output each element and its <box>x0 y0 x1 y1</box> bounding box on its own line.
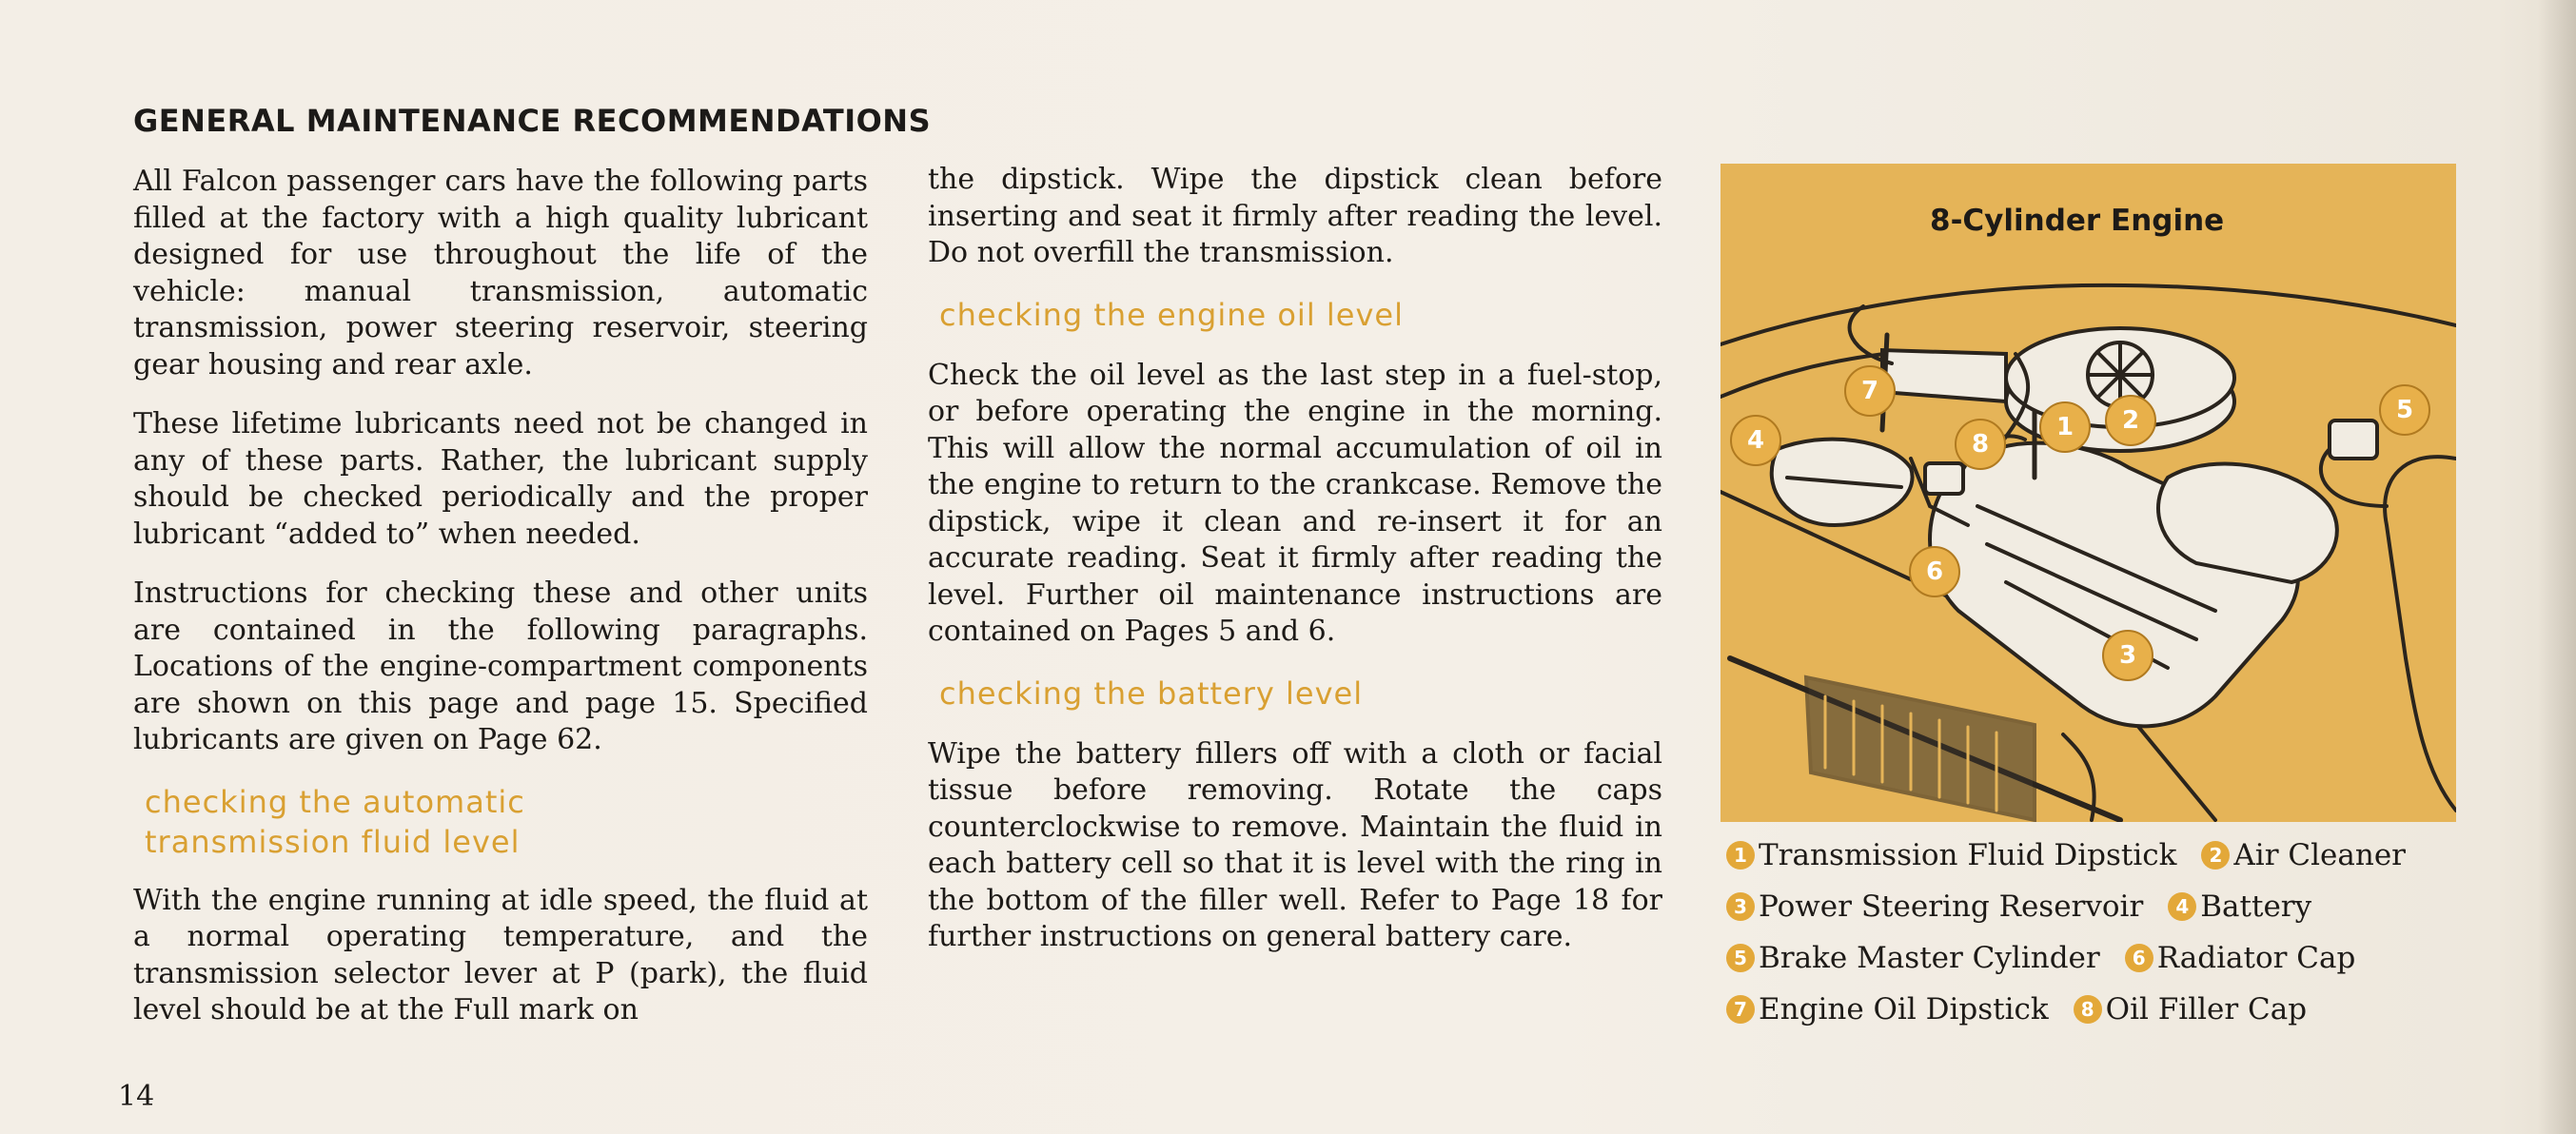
battery-paragraph: Wipe the battery fillers off with a cloth or facial tissue before removing. Rotate the caps counterclockwise to remove. Maintain the fluid in each battery cell so that it is level with the ring in the bottom of the filler well. Refer to Page 18 for further instructions on general battery care. <box>928 736 1662 953</box>
legend-item <box>2074 984 2307 1035</box>
marker-brake-master: 5 <box>2379 384 2430 436</box>
marker-air-cleaner: 2 <box>2105 395 2156 446</box>
legend-label: Power Steering Reservoir <box>1759 890 2144 924</box>
legend-number: 6 <box>2125 944 2153 972</box>
component-legend <box>1726 830 2468 1035</box>
legend-number: 1 <box>1726 841 1755 870</box>
legend-label: Engine Oil Dipstick <box>1759 992 2049 1026</box>
legend-item <box>1726 881 2143 932</box>
legend-label: Brake Master Cylinder <box>1759 941 2100 975</box>
legend-label: Oil Filler Cap <box>2105 992 2308 1026</box>
lifetime-lubricants-paragraph: These lifetime lubricants need not be changed in any of these parts. Rather, the lubricant supply should be checked periodically and the proper lubricant “added to” when needed. <box>133 407 868 551</box>
engine-oil-subheading: checking the engine oil level <box>939 296 1404 333</box>
subheading-line-1: checking the automatic <box>145 783 525 820</box>
legend-row <box>1726 881 2468 932</box>
marker-power-steering: 3 <box>2102 630 2153 681</box>
page-heading: GENERAL MAINTENANCE RECOMMENDATIONS <box>133 103 932 139</box>
legend-item <box>1726 830 2176 881</box>
transmission-fluid-subheading <box>145 782 868 862</box>
marker-battery: 4 <box>1730 415 1781 466</box>
legend-item <box>1726 984 2049 1035</box>
legend-label: Radiator Cap <box>2156 941 2356 975</box>
subheading-line-2: transmission fluid level <box>145 823 521 860</box>
legend-number: 5 <box>1726 944 1755 972</box>
marker-oil-filler: 8 <box>1955 419 2006 470</box>
page-number: 14 <box>118 1080 155 1113</box>
battery-subheading: checking the battery level <box>939 675 1364 712</box>
engine-oil-paragraph: Check the oil level as the last step in a fuel-stop, or before operating the engine in the morning. This will allow the normal accumulation of oil in the engine to return to the crankcase. Remove the dipstick, wipe it clean and re-insert it for an accurate reading. Seat it firmly after reading the level. Further oil maintenance instructions are contained on Pages 5 and 6. <box>928 358 1662 648</box>
legend-number: 8 <box>2074 995 2102 1024</box>
dipstick-continuation-paragraph: the dipstick. Wipe the dipstick clean before inserting and seat it firmly after reading the level. Do not overfill the transmission. <box>928 163 1662 269</box>
transmission-fluid-paragraph: With the engine running at idle speed, the fluid at a normal operating temperature, and the transmission selector lever at P (park), the fluid level should be at the Full mark on <box>133 883 868 1026</box>
legend-row <box>1726 984 2468 1035</box>
engine-drawing <box>1721 164 2456 822</box>
legend-label: Transmission Fluid Dipstick <box>1759 838 2177 872</box>
marker-oil-dipstick: 7 <box>1844 365 1896 417</box>
legend-label: Air Cleaner <box>2233 838 2406 872</box>
left-column <box>133 164 868 1052</box>
legend-item <box>2168 881 2311 932</box>
legend-item <box>1726 932 2100 984</box>
illustration-title: 8-Cylinder Engine <box>1930 204 2225 238</box>
legend-number: 2 <box>2201 841 2230 870</box>
instructions-paragraph: Instructions for checking these and other units are contained in the following paragraphs. Locations of the engine-compartment components are shown on this page and page 15. Specified lubricants are given on Page 62. <box>133 577 868 756</box>
legend-number: 4 <box>2168 892 2196 921</box>
legend-label: Battery <box>2200 890 2312 924</box>
legend-row <box>1726 830 2468 881</box>
page-edge-shadow <box>2538 0 2576 1134</box>
marker-radiator-cap: 6 <box>1909 546 1960 597</box>
legend-item <box>2125 932 2356 984</box>
intro-paragraph: All Falcon passenger cars have the following parts filled at the factory with a high quality lubricant designed for use throughout the life of the vehicle: manual transmission, automatic transmission, power steering reservoir, steering gear housing and rear axle. <box>133 165 868 381</box>
legend-number: 3 <box>1726 892 1755 921</box>
marker-transmission-dipstick: 1 <box>2039 401 2091 453</box>
legend-row <box>1726 932 2468 984</box>
legend-number: 7 <box>1726 995 1755 1024</box>
engine-illustration <box>1721 164 2456 822</box>
legend-item <box>2201 830 2406 881</box>
middle-column <box>928 162 1662 979</box>
